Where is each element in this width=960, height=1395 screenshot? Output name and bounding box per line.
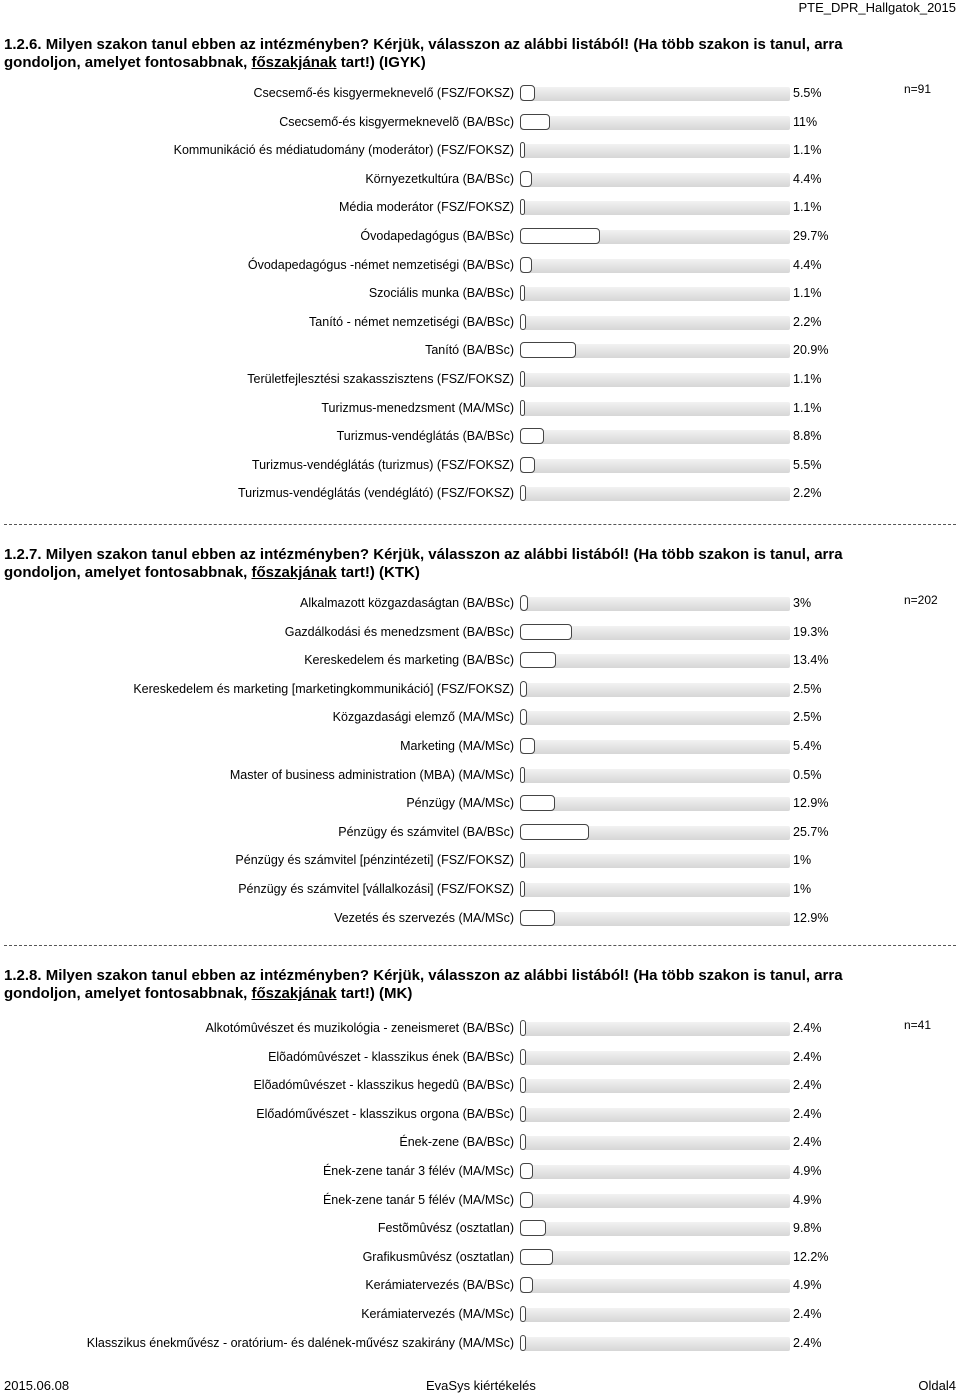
answer-label: Média moderátor (FSZ/FOKSZ) <box>338 200 514 215</box>
percentage-value: 4.9% <box>793 1192 822 1207</box>
answer-row <box>0 594 960 614</box>
percentage-value: 1% <box>793 853 812 868</box>
percentage-value: 2.4% <box>793 1078 822 1093</box>
percentage-bar <box>520 199 525 215</box>
answer-row <box>0 766 960 786</box>
answer-row <box>0 1334 960 1354</box>
percentage-value: 13.4% <box>793 653 829 668</box>
percentage-bar <box>520 1306 526 1322</box>
bar-track <box>520 116 790 130</box>
bar-track <box>520 1308 790 1322</box>
bar-track <box>520 597 790 611</box>
question-suffix: tart!) (KTK) <box>336 564 420 581</box>
percentage-bar <box>520 171 532 187</box>
sample-size: n=41 <box>904 1018 932 1032</box>
bar-track <box>520 316 790 330</box>
percentage-value: 8.8% <box>793 429 822 444</box>
answer-row <box>0 256 960 276</box>
answer-row <box>0 1219 960 1239</box>
bar-track <box>520 173 790 187</box>
percentage-value: 19.3% <box>793 624 829 639</box>
percentage-bar <box>520 1163 533 1179</box>
answer-label: Óvodapedagógus (BA/BSc) <box>360 229 514 243</box>
bar-track <box>520 1194 790 1208</box>
bar-track <box>520 459 790 473</box>
answer-label: Szociális munka (BA/BSc) <box>368 286 514 301</box>
bar-track <box>520 1222 790 1236</box>
answer-row <box>0 794 960 814</box>
question-emphasis: főszakjának <box>251 54 337 71</box>
answer-label: Pénzügy és számvitel [vállalkozási] (FSZ/FOKSZ) <box>238 882 514 896</box>
footer-title: EvaSys kiértékelés <box>426 1378 536 1393</box>
answer-label: Klasszikus énekművész - oratórium- és dalének-művész szakirány (MA/MSc) <box>86 1335 514 1350</box>
answer-label: Festõmûvész (osztatlan) <box>377 1221 514 1236</box>
percentage-bar <box>520 881 525 897</box>
answer-row <box>0 113 960 133</box>
percentage-value: 4.9% <box>793 1164 822 1178</box>
question-emphasis: főszakjának <box>251 985 337 1002</box>
answer-row <box>0 341 960 361</box>
answer-row <box>0 1305 960 1325</box>
percentage-value: 5.5% <box>793 457 822 472</box>
sample-size: n=91 <box>904 82 932 96</box>
answer-label: Tanító - német nemzetiségi (BA/BSc) <box>309 314 514 329</box>
answer-label: Turizmus-vendéglátás (BA/BSc) <box>336 429 514 444</box>
percentage-value: 2.5% <box>793 710 822 725</box>
section-divider <box>4 524 956 525</box>
percentage-value: 12.9% <box>793 910 829 925</box>
percentage-bar <box>520 1335 526 1351</box>
percentage-bar <box>520 1249 553 1265</box>
answer-row <box>0 427 960 447</box>
percentage-bar <box>520 738 535 754</box>
bar-track <box>520 654 790 668</box>
answer-label: Közgazdasági elemző (MA/MSc) <box>332 710 514 725</box>
answer-row <box>0 456 960 476</box>
answer-label: Kereskedelem és marketing [marketingkommunikáció] (FSZ/FOKSZ) <box>133 681 514 696</box>
answer-label: Turizmus-menedzsment (MA/MSc) <box>321 400 514 415</box>
bar-track <box>520 287 790 301</box>
percentage-value: 2.4% <box>793 1335 822 1350</box>
bar-track <box>520 711 790 725</box>
bar-track <box>520 1022 790 1036</box>
percentage-bar <box>520 910 555 926</box>
answer-label: Területfejlesztési szakasszisztens (FSZ/FOKSZ) <box>247 372 514 386</box>
percentage-bar <box>520 595 528 611</box>
percentage-value: 2.4% <box>793 1307 822 1321</box>
bar-track <box>520 883 790 897</box>
percentage-value: 2.2% <box>793 486 822 501</box>
percentage-value: 1.1% <box>793 372 822 386</box>
answer-row <box>0 737 960 757</box>
percentage-bar <box>520 114 550 130</box>
document-id: PTE_DPR_Hallgatok_2015 <box>798 0 956 15</box>
answer-label: Kommunikáció és médiatudomány (moderátor) (FSZ/FOKSZ) <box>173 143 514 158</box>
question-suffix: tart!) (MK) <box>336 985 413 1002</box>
percentage-value: 4.4% <box>793 257 822 272</box>
answer-row <box>0 623 960 643</box>
percentage-bar <box>520 142 525 158</box>
answer-row <box>0 399 960 419</box>
percentage-value: 4.4% <box>793 171 822 186</box>
percentage-bar <box>520 795 555 811</box>
percentage-bar <box>520 1220 546 1236</box>
answer-row <box>0 1162 960 1182</box>
answer-row <box>0 823 960 843</box>
answer-label: Elõadómûvészet - klasszikus hegedû (BA/BSc) <box>253 1078 514 1093</box>
question-title <box>4 546 904 582</box>
bar-track <box>520 683 790 697</box>
percentage-value: 12.9% <box>793 796 829 811</box>
answer-row <box>0 170 960 190</box>
percentage-bar <box>520 1277 533 1293</box>
percentage-bar <box>520 342 576 358</box>
percentage-bar <box>520 1020 526 1036</box>
bar-track <box>520 430 790 444</box>
percentage-value: 5.5% <box>793 86 822 100</box>
answer-label: Turizmus-vendéglátás (vendéglátó) (FSZ/FOKSZ) <box>237 486 514 501</box>
percentage-bar <box>520 314 526 330</box>
percentage-bar <box>520 652 556 668</box>
answer-row <box>0 1191 960 1211</box>
question-suffix: tart!) (IGYK) <box>336 54 426 71</box>
bar-track <box>520 769 790 783</box>
bar-track <box>520 797 790 811</box>
percentage-bar <box>520 1106 526 1122</box>
percentage-bar <box>520 767 525 783</box>
answer-label: Gazdálkodási és menedzsment (BA/BSc) <box>284 624 514 639</box>
percentage-value: 2.4% <box>793 1106 822 1121</box>
answer-row <box>0 141 960 161</box>
percentage-value: 1% <box>793 882 812 896</box>
percentage-value: 3% <box>793 596 812 610</box>
answer-label: Elõadómûvészet - klasszikus ének (BA/BSc) <box>268 1049 514 1064</box>
bar-track <box>520 1079 790 1093</box>
percentage-bar <box>520 824 589 840</box>
percentage-value: 20.9% <box>793 343 829 358</box>
bar-track <box>520 87 790 101</box>
answer-row <box>0 227 960 247</box>
percentage-value: 2.5% <box>793 681 822 696</box>
answer-label: Kereskedelem és marketing (BA/BSc) <box>304 653 514 668</box>
answer-label: Pénzügy és számvitel [pénzintézeti] (FSZ/FOKSZ) <box>235 853 514 868</box>
answer-label: Pénzügy (MA/MSc) <box>406 796 514 811</box>
answer-label: Kerámiatervezés (MA/MSc) <box>361 1307 514 1321</box>
percentage-value: 12.2% <box>793 1249 829 1264</box>
bar-track <box>520 201 790 215</box>
bar-track <box>520 1051 790 1065</box>
answer-row <box>0 1133 960 1153</box>
bar-track <box>520 740 790 754</box>
percentage-bar <box>520 285 525 301</box>
bar-track <box>520 912 790 926</box>
question-text: 1.2.7. Milyen szakon tanul ebben az intézményben? Kérjük, válasszon az alábbi listából! (Ha több szakon is tanul, arra gondoljon, amelyet fontosabbnak, <box>4 546 843 581</box>
percentage-value: 1.1% <box>793 286 822 301</box>
answer-label: Alkalmazott közgazdaságtan (BA/BSc) <box>300 596 514 610</box>
answer-label: Ének-zene tanár 5 félév (MA/MSc) <box>322 1192 514 1207</box>
answer-row <box>0 708 960 728</box>
answer-row <box>0 284 960 304</box>
answer-row <box>0 880 960 900</box>
percentage-value: 5.4% <box>793 739 822 753</box>
bar-track <box>520 373 790 387</box>
answer-row <box>0 1019 960 1039</box>
footer-page-number: Oldal4 <box>918 1378 956 1393</box>
percentage-value: 11% <box>793 114 818 129</box>
percentage-value: 1.1% <box>793 143 822 158</box>
answer-row <box>0 370 960 390</box>
percentage-bar <box>520 1134 526 1150</box>
percentage-bar <box>520 371 525 387</box>
answer-label: Ének-zene (BA/BSc) <box>399 1135 514 1150</box>
bar-track <box>520 259 790 273</box>
bar-track <box>520 1165 790 1179</box>
percentage-value: 9.8% <box>793 1221 822 1236</box>
question-text: 1.2.6. Milyen szakon tanul ebben az intézményben? Kérjük, válasszon az alábbi listából! (Ha több szakon is tanul, arra gondoljon, amelyet fontosabbnak, <box>4 36 843 71</box>
percentage-bar <box>520 1077 526 1093</box>
answer-label: Alkotómûvészet és muzikológia - zeneismeret (BA/BSc) <box>205 1021 514 1035</box>
bar-track <box>520 487 790 501</box>
answer-row <box>0 84 960 104</box>
percentage-value: 2.4% <box>793 1021 822 1035</box>
percentage-value: 2.2% <box>793 314 822 329</box>
percentage-bar <box>520 428 544 444</box>
percentage-value: 4.9% <box>793 1278 822 1293</box>
percentage-bar <box>520 1192 533 1208</box>
percentage-bar <box>520 1049 526 1065</box>
bar-track <box>520 1251 790 1265</box>
percentage-value: 25.7% <box>793 824 829 839</box>
bar-track <box>520 144 790 158</box>
answer-label: Ének-zene tanár 3 félév (MA/MSc) <box>322 1164 514 1178</box>
percentage-bar <box>520 681 527 697</box>
percentage-value: 1.1% <box>793 400 822 415</box>
question-title <box>4 967 904 1003</box>
question-text: 1.2.8. Milyen szakon tanul ebben az intézményben? Kérjük, válasszon az alábbi listából! (Ha több szakon is tanul, arra gondoljon, amelyet fontosabbnak, <box>4 967 843 1002</box>
answer-row <box>0 909 960 929</box>
percentage-bar <box>520 457 535 473</box>
percentage-bar <box>520 400 525 416</box>
answer-row <box>0 1048 960 1068</box>
answer-row <box>0 198 960 218</box>
percentage-value: 0.5% <box>793 767 822 782</box>
percentage-value: 2.4% <box>793 1135 822 1150</box>
answer-label: Kerámiatervezés (BA/BSc) <box>365 1278 514 1293</box>
section-divider <box>4 945 956 946</box>
answer-label: Vezetés és szervezés (MA/MSc) <box>334 910 514 925</box>
bar-track <box>520 1108 790 1122</box>
bar-track <box>520 1337 790 1351</box>
answer-label: Turizmus-vendéglátás (turizmus) (FSZ/FOKSZ) <box>251 457 514 472</box>
answer-label: Környezetkultúra (BA/BSc) <box>365 171 514 186</box>
answer-label: Előadóművészet - klasszikus orgona (BA/BSc) <box>256 1106 514 1121</box>
question-title <box>4 36 904 72</box>
bar-track <box>520 1136 790 1150</box>
percentage-bar <box>520 228 600 244</box>
question-emphasis: főszakjának <box>251 564 337 581</box>
percentage-bar <box>520 709 527 725</box>
answer-row <box>0 680 960 700</box>
answer-label: Pénzügy és számvitel (BA/BSc) <box>338 824 514 839</box>
footer-date: 2015.06.08 <box>4 1378 70 1393</box>
percentage-bar <box>520 624 572 640</box>
percentage-value: 2.4% <box>793 1049 822 1064</box>
percentage-bar <box>520 257 532 273</box>
percentage-bar <box>520 485 526 501</box>
answer-row <box>0 1276 960 1296</box>
answer-label: Marketing (MA/MSc) <box>400 739 514 753</box>
answer-row <box>0 484 960 504</box>
answer-label: Grafikusmûvész (osztatlan) <box>362 1249 514 1264</box>
percentage-value: 1.1% <box>793 200 822 215</box>
answer-row <box>0 1248 960 1268</box>
answer-row <box>0 851 960 871</box>
answer-row <box>0 1105 960 1125</box>
bar-track <box>520 1279 790 1293</box>
answer-label: Csecsemő-és kisgyermeknevelő (FSZ/FOKSZ) <box>253 86 514 100</box>
percentage-bar <box>520 852 525 868</box>
bar-track <box>520 402 790 416</box>
answer-label: Óvodapedagógus -német nemzetiségi (BA/BSc) <box>247 257 514 272</box>
answer-label: Master of business administration (MBA) (MA/MSc) <box>229 767 514 782</box>
bar-track <box>520 854 790 868</box>
percentage-value: 29.7% <box>793 229 829 243</box>
answer-label: Tanító (BA/BSc) <box>425 343 514 358</box>
answer-row <box>0 1076 960 1096</box>
answer-label: Csecsemő-és kisgyermeknevelõ (BA/BSc) <box>279 114 514 129</box>
sample-size: n=202 <box>904 593 938 607</box>
answer-row <box>0 313 960 333</box>
answer-row <box>0 651 960 671</box>
percentage-bar <box>520 85 535 101</box>
